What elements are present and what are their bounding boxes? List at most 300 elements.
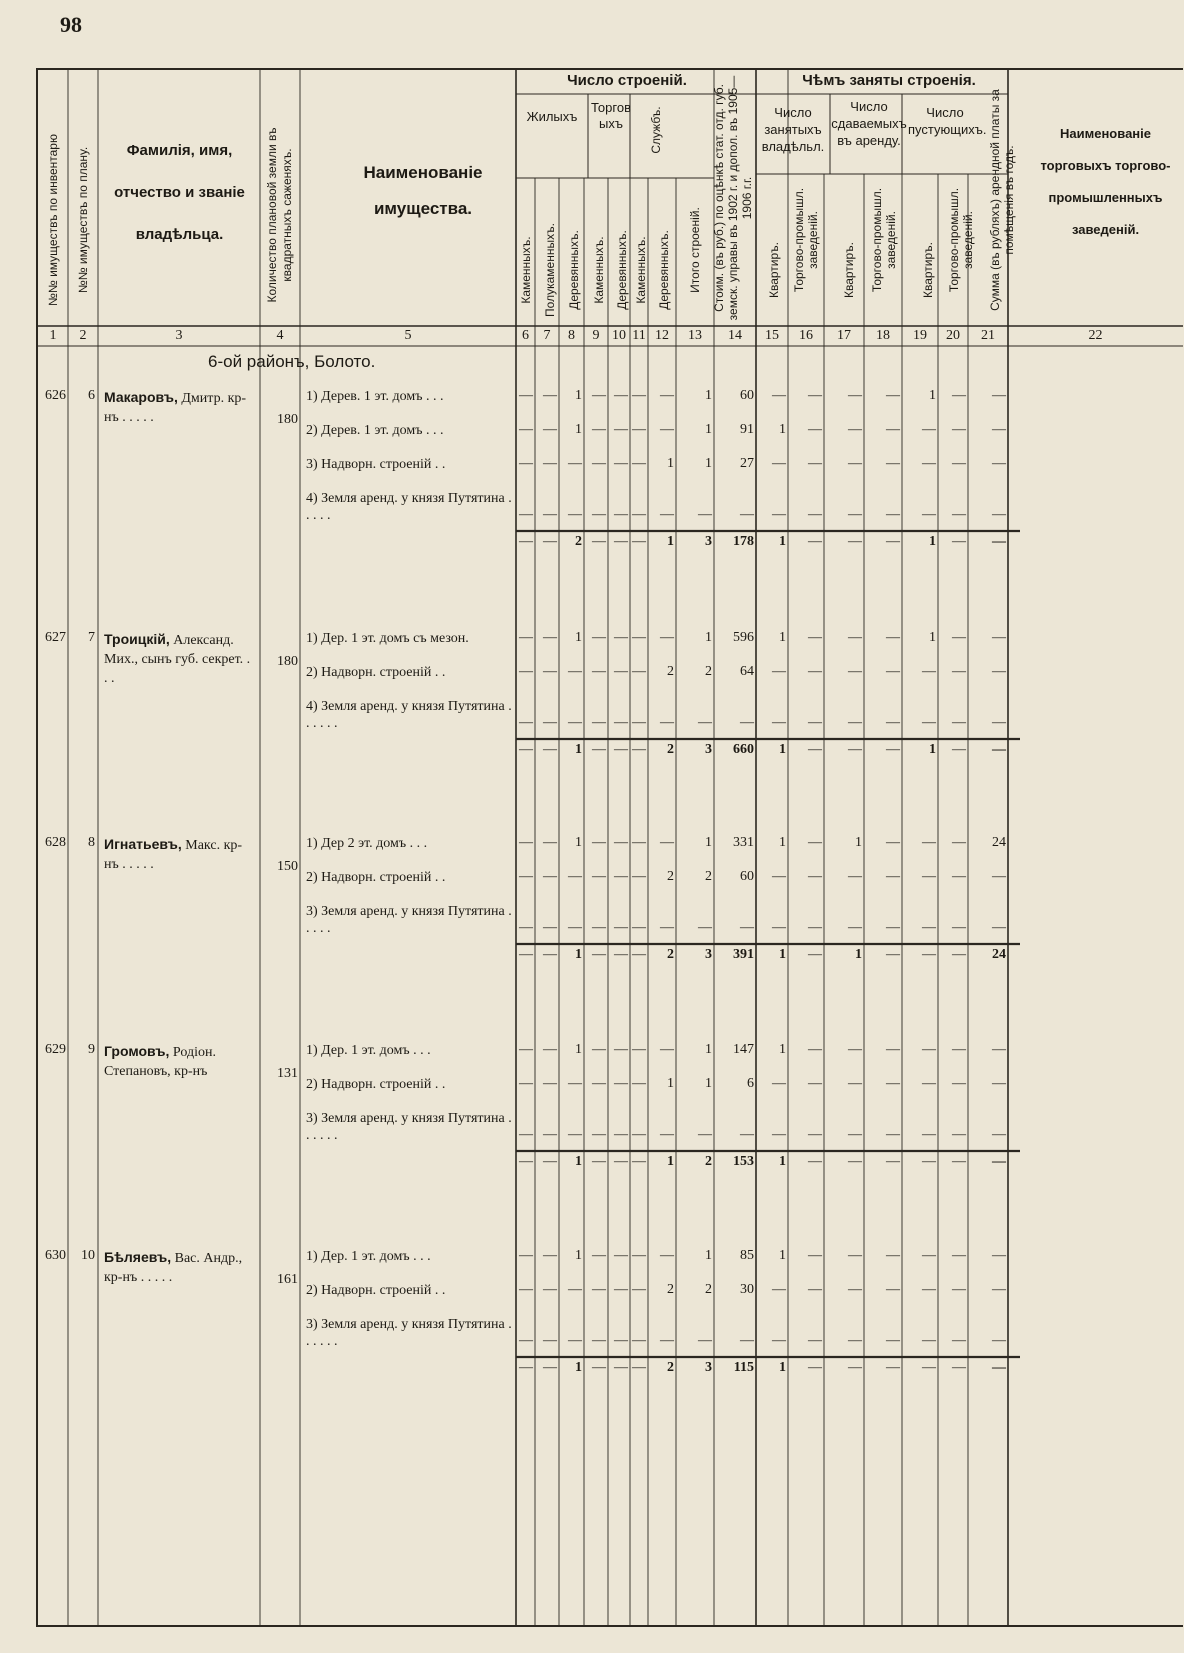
total-value: — [543,947,557,962]
column-number: 2 [79,328,87,343]
total-value: — [519,534,533,549]
item-value: 1 [705,422,712,437]
column-number: 20 [946,328,960,343]
header-sub-trade: Торговыхъ [591,100,631,131]
item-value: — [543,456,557,471]
item-value: — [886,1333,900,1348]
property-item: 2) Дерев. 1 эт. домъ . . . [306,423,444,438]
item-value: — [922,835,936,850]
total-value: — [808,1360,822,1375]
item-value: — [660,715,674,730]
item-value: — [632,1248,646,1263]
item-value: — [632,715,646,730]
item-value: — [848,715,862,730]
item-value: — [922,422,936,437]
item-value: 1 [575,1248,582,1263]
item-value: — [992,1076,1006,1091]
header-c12: Деревянныхъ. [657,230,671,310]
item-value: — [519,388,533,403]
header-c7: Полукаменныхъ. [543,223,557,317]
item-value: — [568,715,582,730]
total-value: — [922,1360,936,1375]
item-value: — [848,1248,862,1263]
total-value: 2 [667,947,674,962]
header-sub-service: Службъ. [649,106,663,154]
total-value: 1 [779,1154,786,1169]
item-value: — [519,715,533,730]
total-value: — [614,1154,628,1169]
item-value: 2 [667,664,674,679]
item-value: — [886,630,900,645]
total-value: — [886,1154,900,1169]
ledger-table [36,68,1183,1627]
item-value: 1 [779,630,786,645]
total-value: — [886,1360,900,1375]
property-item: 1) Дер. 1 эт. домъ съ мезон. [306,631,469,646]
item-value: — [592,920,606,935]
item-value: — [660,835,674,850]
item-value: — [992,1127,1006,1142]
item-value: 1 [779,1248,786,1263]
owner-details: Дмитр. кр-нъ . . . . . [104,391,247,425]
item-value: — [614,835,628,850]
item-value: — [519,630,533,645]
item-value: — [952,1076,966,1091]
item-value: — [660,920,674,935]
property-item: 1) Дер. 1 эт. домъ . . . [306,1043,431,1058]
total-value: 2 [667,742,674,757]
owner-surname: Бѣляевъ, [104,1249,172,1265]
item-value: — [592,1248,606,1263]
column-number: 9 [592,328,600,343]
item-value: — [922,456,936,471]
header-c8: Деревянныхъ. [567,230,581,310]
header-sub-owner: Число занятыхъ владѣльл. [761,105,825,154]
item-value: — [740,715,754,730]
total-value: 115 [733,1360,754,1375]
item-value: — [592,715,606,730]
item-value: — [698,715,712,730]
item-value: 1 [575,835,582,850]
item-value: — [772,869,786,884]
header-group-occupied: Чѣмъ заняты строенія. [802,72,976,89]
header-c11: Каменныхъ. [634,236,648,304]
item-value: — [886,422,900,437]
total-value: — [992,742,1006,757]
item-value: — [614,422,628,437]
item-value: — [952,1248,966,1263]
header-group-buildings: Число строеній. [567,72,687,89]
column-number: 1 [49,328,57,343]
header-c9: Каменныхъ. [592,236,606,304]
item-value: — [632,835,646,850]
total-value: — [592,742,606,757]
item-value: — [952,1127,966,1142]
item-value: — [632,1127,646,1142]
header-sub-residential: Жилыхъ [526,109,578,124]
item-value: 91 [740,422,754,437]
total-value: — [952,534,966,549]
item-value: — [922,507,936,522]
item-value: — [568,869,582,884]
header-sub-empty: Число пустующихъ. [908,105,987,137]
item-value: — [543,1333,557,1348]
item-value: 1 [667,1076,674,1091]
header-c20: Торгово-промышл. заведеній. [947,187,975,293]
page-number: 98 [60,12,82,37]
total-value: — [614,742,628,757]
column-number: 12 [655,328,669,343]
column-number: 13 [688,328,702,343]
total-value: 153 [733,1154,754,1169]
item-value: 24 [992,835,1006,850]
header-col4: Количество плановой земли въ квадратныхъ саженяхъ. [265,127,294,303]
item-value: — [543,1076,557,1091]
property-item: 2) Надворн. строеній . . [306,665,446,680]
item-value: — [848,456,862,471]
total-value: 3 [705,1360,712,1375]
item-value: — [886,920,900,935]
total-value: 3 [705,742,712,757]
item-value: — [922,1248,936,1263]
land-area: 161 [277,1272,298,1287]
item-value: — [808,715,822,730]
column-number: 8 [568,328,575,343]
item-value: — [568,1127,582,1142]
item-value: — [740,1333,754,1348]
total-value: 1 [575,1360,582,1375]
item-value: — [992,1333,1006,1348]
total-value: 1 [855,947,862,962]
item-value: — [992,422,1006,437]
item-value: — [568,1076,582,1091]
item-value: — [848,630,862,645]
total-value: — [808,947,822,962]
column-number: 4 [276,328,284,343]
item-value: — [632,507,646,522]
column-number: 14 [728,328,742,343]
total-value: — [952,1360,966,1375]
item-value: — [698,920,712,935]
total-value: — [543,742,557,757]
property-item: 1) Дер. 1 эт. домъ . . . [306,1249,431,1264]
item-value: — [543,388,557,403]
item-value: 1 [575,630,582,645]
item-value: — [519,1282,533,1297]
item-value: — [848,869,862,884]
item-value: — [848,388,862,403]
item-value: 1 [855,835,862,850]
item-value: — [592,1333,606,1348]
item-value: — [660,388,674,403]
item-value: — [568,1282,582,1297]
total-value: — [922,1154,936,1169]
item-value: — [614,388,628,403]
owner-name [104,630,254,688]
header-col3: Фамилія, имя, отчество и званіе владѣльца. [114,142,245,243]
total-value: 178 [733,534,754,549]
total-value: 1 [779,947,786,962]
column-number: 3 [175,328,183,343]
item-value: — [952,920,966,935]
item-value: — [922,1076,936,1091]
item-value: — [519,869,533,884]
total-value: 24 [992,947,1006,962]
column-number: 15 [765,328,779,343]
item-value: — [632,869,646,884]
item-value: — [992,456,1006,471]
item-value: — [952,422,966,437]
item-value: — [660,1333,674,1348]
item-value: — [592,835,606,850]
item-value: — [952,715,966,730]
total-value: 3 [705,534,712,549]
plan-number: 6 [88,388,95,403]
item-value: — [632,1282,646,1297]
item-value: — [543,869,557,884]
header-c18: Торгово-промышл. заведеній. [870,187,898,293]
item-value: — [632,1042,646,1057]
item-value: — [519,835,533,850]
total-value: — [519,1360,533,1375]
item-value: 1 [575,388,582,403]
item-value: — [543,630,557,645]
header-sub-rented: Число сдаваемыхъ въ аренду. [831,99,907,148]
item-value: — [632,1333,646,1348]
item-value: — [922,664,936,679]
item-value: — [772,388,786,403]
property-item: 4) Земля аренд. у князя Путятина . . . . . [306,491,512,523]
header-col1: №№ имуществъ по инвентарю [46,134,60,306]
header-c10: Деревянныхъ. [615,230,629,310]
item-value: — [992,388,1006,403]
item-value: — [614,1282,628,1297]
total-value: — [519,947,533,962]
land-area: 150 [277,859,298,874]
item-value: — [772,456,786,471]
property-item: 2) Надворн. строеній . . [306,870,446,885]
item-value: — [543,664,557,679]
item-value: 1 [667,456,674,471]
item-value: — [614,456,628,471]
total-value: — [543,1154,557,1169]
item-value: — [772,715,786,730]
item-value: — [848,507,862,522]
item-value: — [808,456,822,471]
total-value: 1 [667,534,674,549]
inventory-number: 627 [45,630,66,645]
item-value: — [922,1333,936,1348]
item-value: — [886,456,900,471]
item-value: — [952,835,966,850]
total-value: 1 [667,1154,674,1169]
owner-name [104,388,254,427]
item-value: — [660,630,674,645]
item-value: — [592,388,606,403]
item-value: — [808,1127,822,1142]
inventory-number: 628 [45,835,66,850]
item-value: 85 [740,1248,754,1263]
item-value: — [922,1127,936,1142]
item-value: 1 [779,422,786,437]
item-value: — [992,715,1006,730]
total-value: — [614,534,628,549]
total-value: — [886,947,900,962]
item-value: — [886,1042,900,1057]
item-value: — [922,1282,936,1297]
item-value: — [992,507,1006,522]
plan-number: 10 [81,1248,95,1263]
item-value: 64 [740,664,754,679]
header-c16: Торгово-промышл. заведеній. [792,187,820,293]
item-value: — [543,1127,557,1142]
total-value: — [952,1154,966,1169]
item-value: — [519,1076,533,1091]
column-number: 7 [543,328,551,343]
total-value: — [592,947,606,962]
item-value: — [519,1042,533,1057]
item-value: — [808,664,822,679]
item-value: — [614,1127,628,1142]
item-value: — [808,422,822,437]
property-item: 3) Земля аренд. у князя Путятина . . . . . . [306,1111,512,1143]
property-item: 2) Надворн. строеній . . [306,1283,446,1298]
item-value: — [886,507,900,522]
item-value: — [519,1248,533,1263]
item-value: — [886,835,900,850]
total-value: — [614,947,628,962]
item-value: — [632,630,646,645]
item-value: — [592,1282,606,1297]
item-value: — [543,920,557,935]
item-value: — [848,1127,862,1142]
column-number: 11 [632,328,646,343]
total-value: — [543,1360,557,1375]
item-value: — [632,456,646,471]
total-value: 660 [733,742,754,757]
item-value: — [848,1042,862,1057]
item-value: — [543,1248,557,1263]
item-value: — [952,456,966,471]
item-value: 1 [705,1042,712,1057]
item-value: — [543,835,557,850]
column-number: 16 [799,328,813,343]
item-value: — [952,1333,966,1348]
property-item: 2) Надворн. строеній . . [306,1077,446,1092]
column-number: 10 [612,328,626,343]
item-value: 2 [705,664,712,679]
item-value: — [922,715,936,730]
item-value: — [592,422,606,437]
item-value: 2 [667,869,674,884]
total-value: — [632,1360,646,1375]
total-value: — [992,1154,1006,1169]
item-value: — [519,456,533,471]
total-value: — [519,1154,533,1169]
item-value: — [614,869,628,884]
owner-surname: Троицкій, [104,631,170,647]
total-value: — [543,534,557,549]
header-c13: Итого строеній. [688,207,702,293]
inventory-number: 630 [45,1248,66,1263]
owner-details: Родіон. Степановъ, кр-нъ [104,1045,216,1079]
total-value: 1 [779,742,786,757]
item-value: — [808,1333,822,1348]
header-c15: Квартиръ. [767,241,781,299]
column-number: 18 [876,328,890,343]
item-value: — [592,1076,606,1091]
item-value: — [614,630,628,645]
item-value: — [952,664,966,679]
total-value: — [592,1360,606,1375]
item-value: — [886,869,900,884]
item-value: — [543,1282,557,1297]
item-value: — [772,920,786,935]
total-value: — [808,1154,822,1169]
item-value: — [992,1248,1006,1263]
item-value: 1 [705,388,712,403]
item-value: — [519,507,533,522]
item-value: — [568,664,582,679]
item-value: 6 [747,1076,754,1091]
total-value: 1 [929,534,936,549]
item-value: — [568,507,582,522]
item-value: — [992,1042,1006,1057]
item-value: 147 [733,1042,754,1057]
header-col2: №№ имуществъ по плану. [76,146,90,294]
item-value: — [614,664,628,679]
total-value: 2 [705,1154,712,1169]
total-value: — [848,1154,862,1169]
item-value: — [808,1248,822,1263]
item-value: 1 [705,630,712,645]
item-value: 2 [667,1282,674,1297]
property-item: 4) Земля аренд. у князя Путятина . . . . . . [306,699,512,731]
item-value: 1 [929,388,936,403]
item-value: — [614,507,628,522]
item-value: 30 [740,1282,754,1297]
total-value: — [632,742,646,757]
item-value: — [886,1127,900,1142]
item-value: — [848,1282,862,1297]
total-value: — [632,534,646,549]
item-value: — [886,1076,900,1091]
item-value: 2 [705,1282,712,1297]
item-value: — [592,664,606,679]
item-value: — [848,664,862,679]
header-c22: Наименованіе торговыхъ торгово-промышленныхъ заведеній. [1040,126,1171,237]
total-value: 1 [575,1154,582,1169]
item-value: — [952,1042,966,1057]
item-value: 596 [733,630,754,645]
property-item: 3) Земля аренд. у князя Путятина . . . . . [306,904,512,936]
total-value: — [992,534,1006,549]
item-value: — [952,388,966,403]
item-value: 60 [740,869,754,884]
plan-number: 8 [88,835,95,850]
item-value: — [952,630,966,645]
item-value: — [740,920,754,935]
item-value: — [740,1127,754,1142]
total-value: 2 [575,534,582,549]
total-value: — [614,1360,628,1375]
item-value: — [808,507,822,522]
item-value: 1 [779,1042,786,1057]
total-value: — [848,534,862,549]
total-value: — [952,742,966,757]
item-value: — [922,869,936,884]
item-value: — [992,869,1006,884]
